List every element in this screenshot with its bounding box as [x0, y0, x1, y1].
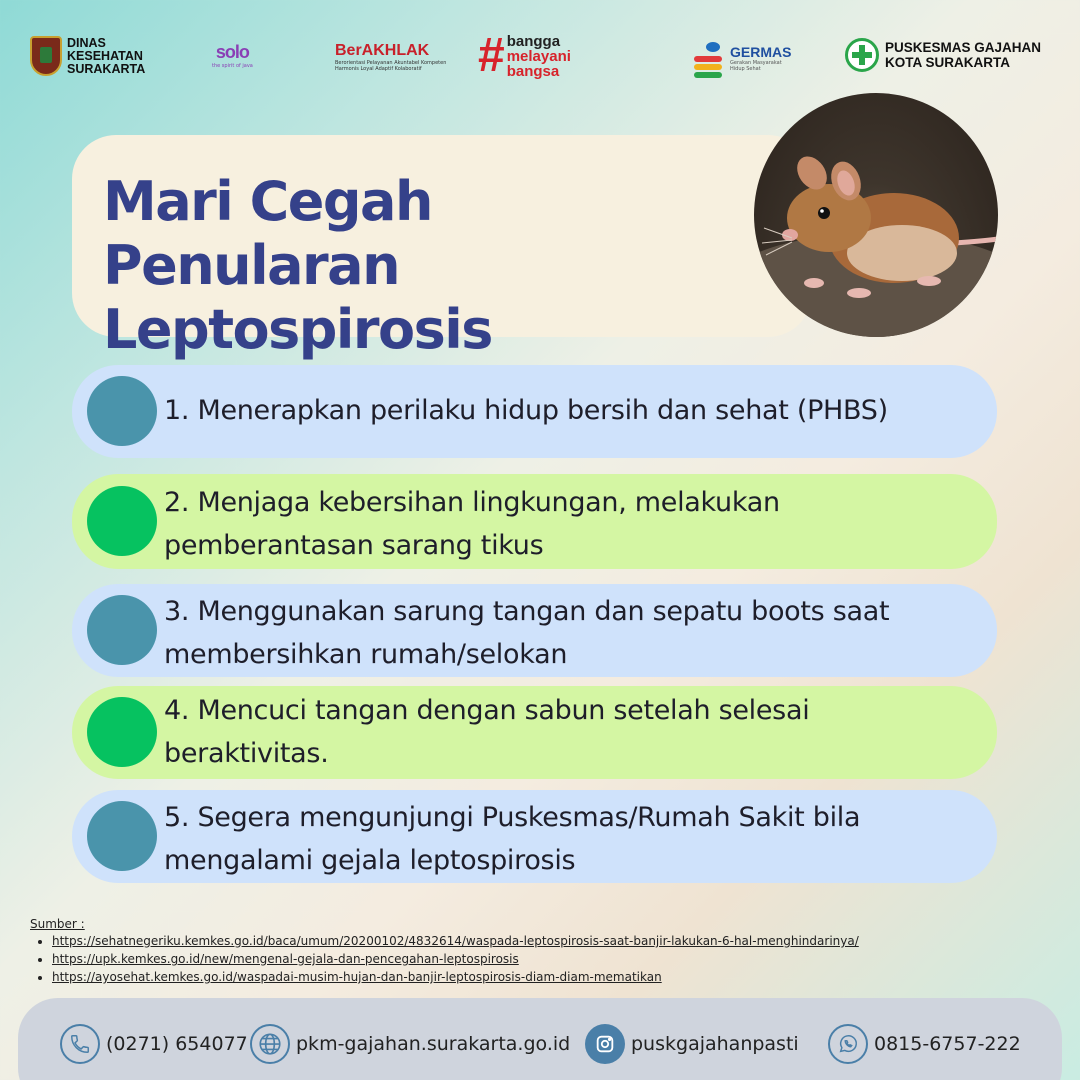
step-5-line2: mengalami gejala leptospirosis — [164, 845, 576, 876]
puskesmas-text — [885, 40, 1041, 70]
step-bullet-icon — [87, 595, 157, 665]
mouse-photo — [754, 93, 998, 337]
step-card-3 — [72, 584, 997, 677]
step-card-4 — [72, 686, 997, 779]
step-1-line1: 1. Menerapkan perilaku hidup bersih dan sehat (PHBS) — [164, 395, 888, 426]
germas-title: GERMAS — [730, 44, 792, 60]
phone-icon — [60, 1024, 100, 1064]
source-link-3[interactable]: https://ayosehat.kemkes.go.id/waspadai-musim-hujan-dan-banjir-leptospirosis-diam-diam-mematikan — [52, 970, 662, 984]
whatsapp-icon — [828, 1024, 868, 1064]
step-text-1 — [164, 389, 967, 432]
solo-mark: solo — [215, 42, 249, 62]
germas-logo — [690, 36, 791, 80]
step-4-line1: 4. Mencuci tangan dengan sabun setelah selesai — [164, 695, 810, 726]
step-text-2 — [164, 481, 967, 567]
bangga-melayani-bangsa-logo — [478, 29, 571, 82]
bangga-line3: bangsa — [506, 62, 560, 80]
germas-sub-line1: Gerakan Masyarakat — [730, 60, 782, 66]
step-4-line2: beraktivitas. — [164, 738, 329, 769]
step-card-1 — [72, 365, 997, 458]
source-item[interactable] — [52, 950, 859, 968]
sources-title: Sumber : — [30, 917, 85, 931]
source-item[interactable] — [52, 968, 859, 986]
logo-bar — [0, 28, 1080, 88]
bangga-text — [507, 34, 571, 79]
step-text-4 — [164, 689, 967, 775]
step-3-line1: 3. Menggunakan sarung tangan dan sepatu boots saat — [164, 596, 890, 627]
contact-phone[interactable] — [60, 1024, 248, 1064]
bangga-line1: bangga — [506, 32, 561, 50]
title-line1: Mari Cegah Penularan — [103, 170, 432, 297]
step-text-5 — [164, 796, 967, 882]
website-url: pkm-gajahan.surakarta.go.id — [296, 1033, 571, 1055]
puskesmas-line1: PUSKESMAS GAJAHAN — [885, 40, 1042, 55]
berakhlak-subtitle — [335, 60, 450, 72]
solo-logo — [212, 42, 253, 69]
sources-section — [30, 917, 859, 986]
contact-whatsapp[interactable] — [828, 1024, 1021, 1064]
instagram-handle: puskgajahanpasti — [631, 1033, 799, 1055]
step-bullet-icon — [87, 801, 157, 871]
step-bullet-icon — [87, 486, 157, 556]
berakhlak-logo — [335, 42, 450, 72]
germas-sub-line2: Hidup Sehat — [730, 66, 761, 72]
dinas-line2: KESEHATAN — [67, 48, 143, 63]
instagram-icon — [585, 1024, 625, 1064]
step-bullet-icon — [87, 697, 157, 767]
dinas-kesehatan-text — [67, 37, 145, 76]
page-title — [103, 170, 743, 362]
berakhlak-sub-line2: Harmonis Loyal Adaptif Kolaboratif — [335, 66, 422, 72]
step-bullet-icon — [87, 376, 157, 446]
sources-list — [52, 932, 859, 986]
mouse-icon — [754, 93, 998, 337]
step-2-line2: pemberantasan sarang tikus — [164, 530, 544, 561]
contact-instagram[interactable] — [585, 1024, 799, 1064]
source-link-2[interactable]: https://upk.kemkes.go.id/new/mengenal-gejala-dan-pencegahan-leptospirosis — [52, 952, 519, 966]
surakarta-emblem-icon — [30, 36, 62, 76]
germas-figure-icon — [690, 36, 726, 80]
step-text-3 — [164, 590, 967, 676]
dinas-kesehatan-logo — [30, 36, 145, 76]
whatsapp-number: 0815-6757-222 — [874, 1033, 1021, 1055]
hash-icon: # — [478, 29, 505, 82]
step-2-line1: 2. Menjaga kebersihan lingkungan, melakukan — [164, 487, 780, 518]
source-item[interactable] — [52, 932, 859, 950]
title-line2: Leptospirosis — [103, 298, 492, 361]
step-3-line2: membersihkan rumah/selokan — [164, 639, 568, 670]
dinas-line1: DINAS — [67, 35, 106, 50]
berakhlak-title: BerAKHLAK — [335, 42, 430, 59]
step-5-line1: 5. Segera mengunjungi Puskesmas/Rumah Sakit bila — [164, 802, 861, 833]
health-cross-icon — [845, 38, 879, 72]
puskesmas-line2: KOTA SURAKARTA — [885, 55, 1010, 70]
contact-website[interactable] — [250, 1024, 570, 1064]
solo-tagline: the spirit of java — [212, 63, 253, 69]
source-link-1[interactable]: https://sehatnegeriku.kemkes.go.id/baca/umum/20200102/4832614/waspada-leptospirosis-saat-banjir-lakukan-6-hal-menghindarinya/ — [52, 934, 859, 948]
step-card-2 — [72, 474, 997, 569]
dinas-line3: SURAKARTA — [67, 61, 146, 76]
puskesmas-gajahan-logo — [845, 38, 1041, 72]
step-card-5 — [72, 790, 997, 883]
phone-number: (0271) 654077 — [106, 1033, 248, 1055]
bangga-line2: melayani — [506, 47, 571, 65]
globe-icon — [250, 1024, 290, 1064]
berakhlak-sub-line1: Berorientasi Pelayanan Akuntabel Kompeten — [335, 60, 447, 66]
